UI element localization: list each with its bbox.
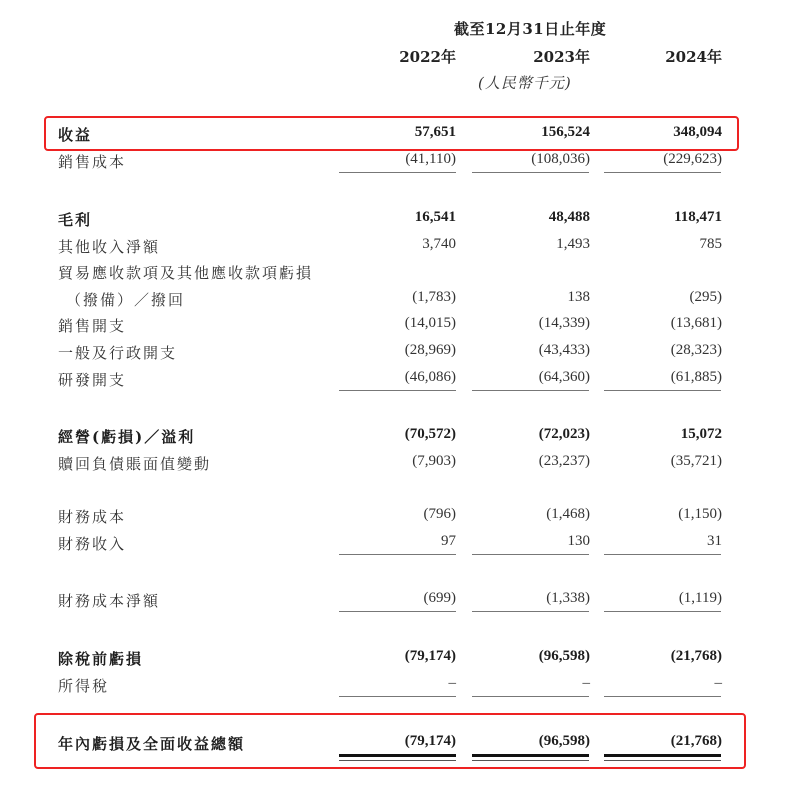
value-2024: (21,768): [670, 648, 722, 664]
row-gross-profit: [0, 209, 786, 233]
value-2022: (70,572): [404, 426, 456, 442]
total-double-rule: [472, 760, 589, 761]
value-2023: (72,023): [538, 426, 590, 442]
value-2022: (79,174): [404, 648, 456, 664]
value-2022: 16,541: [414, 209, 456, 225]
value-2024: 118,471: [674, 209, 722, 225]
row-label: 銷售開支: [58, 317, 127, 335]
value-2024: –: [714, 675, 722, 691]
row-label: 研發開支: [58, 371, 127, 389]
value-2022: 3,740: [422, 236, 456, 252]
row-operating-result: [0, 426, 786, 450]
period-header: 截至12月31日止年度: [454, 20, 607, 38]
value-2023: (43,433): [538, 342, 590, 358]
value-2024: (35,721): [670, 453, 722, 469]
row-label: 一般及行政開支: [58, 344, 178, 362]
value-2023: 130: [567, 533, 590, 549]
subtotal-rule: [339, 554, 456, 555]
row-impairment-label: [0, 262, 786, 286]
row-label: 財務成本: [58, 508, 127, 526]
subtotal-rule: [604, 696, 721, 697]
value-2022: 97: [441, 533, 456, 549]
subtotal-rule: [339, 172, 456, 173]
value-2023: 48,488: [548, 209, 590, 225]
subtotal-rule: [472, 611, 589, 612]
value-2023: (1,468): [546, 506, 590, 522]
value-2024: 348,094: [673, 124, 722, 140]
row-label: 年內虧損及全面收益總額: [58, 735, 246, 753]
year-header-2024: 2024年: [665, 48, 722, 66]
row-label: 其他收入淨額: [58, 238, 161, 256]
subtotal-rule: [339, 611, 456, 612]
value-2024: (21,768): [670, 733, 722, 749]
row-selling-expenses: [0, 315, 786, 339]
value-2023: (14,339): [538, 315, 590, 331]
value-2024: (1,150): [678, 506, 722, 522]
value-2024: (13,681): [670, 315, 722, 331]
row-admin-expenses: [0, 342, 786, 366]
value-2023: 1,493: [556, 236, 590, 252]
value-2023: 138: [567, 289, 590, 305]
subtotal-rule: [472, 172, 589, 173]
row-label: 銷售成本: [58, 153, 127, 171]
value-2023: (108,036): [531, 151, 590, 167]
value-2023: (96,598): [538, 648, 590, 664]
row-finance-costs: [0, 506, 786, 530]
year-header-2023: 2023年: [533, 48, 590, 66]
row-redemption-liability-change: [0, 453, 786, 477]
total-double-rule: [472, 754, 589, 757]
value-2024: (295): [689, 289, 722, 305]
row-label: （撥備）／撥回: [66, 291, 186, 309]
value-2022: (28,969): [404, 342, 456, 358]
row-other-income-net: [0, 236, 786, 260]
value-2024: (1,119): [678, 590, 722, 606]
subtotal-rule: [604, 611, 721, 612]
subtotal-rule: [472, 696, 589, 697]
value-2023: (23,237): [538, 453, 590, 469]
subtotal-rule: [472, 390, 589, 391]
value-2024: (28,323): [670, 342, 722, 358]
value-2022: (796): [423, 506, 456, 522]
row-label: 收益: [58, 126, 93, 144]
value-2024: (61,885): [670, 369, 722, 385]
row-label: 財務成本淨額: [58, 592, 161, 610]
value-2023: 156,524: [541, 124, 590, 140]
value-2022: (41,110): [405, 151, 456, 167]
subtotal-rule: [604, 554, 721, 555]
row-label: 貿易應收款項及其他應收款項虧損: [58, 264, 314, 282]
subtotal-rule: [472, 554, 589, 555]
value-2024: (229,623): [663, 151, 722, 167]
value-2022: (699): [423, 590, 456, 606]
total-double-rule: [339, 754, 456, 757]
total-double-rule: [339, 760, 456, 761]
subtotal-rule: [604, 390, 721, 391]
subtotal-rule: [339, 390, 456, 391]
row-label: 除稅前虧損: [58, 650, 144, 668]
value-2022: (7,903): [412, 453, 456, 469]
row-label: 財務收入: [58, 535, 127, 553]
year-header-2022: 2022年: [399, 48, 456, 66]
row-label: 贖回負債賬面值變動: [58, 455, 212, 473]
value-2022: (1,783): [412, 289, 456, 305]
value-2023: (96,598): [538, 733, 590, 749]
row-revenue: [0, 124, 786, 148]
value-2024: 785: [699, 236, 722, 252]
value-2023: –: [582, 675, 590, 691]
value-2022: (79,174): [404, 733, 456, 749]
value-2022: (46,086): [404, 369, 456, 385]
currency-unit: (人民幣千元): [478, 74, 572, 92]
value-2023: (1,338): [546, 590, 590, 606]
value-2024: 31: [707, 533, 722, 549]
total-double-rule: [604, 760, 721, 761]
row-loss-before-tax: [0, 648, 786, 672]
value-2023: (64,360): [538, 369, 590, 385]
total-double-rule: [604, 754, 721, 757]
row-label: 經營(虧損)／溢利: [58, 428, 196, 446]
subtotal-rule: [339, 696, 456, 697]
row-label: 毛利: [58, 211, 93, 229]
row-label: 所得稅: [58, 677, 110, 695]
subtotal-rule: [604, 172, 721, 173]
value-2022: –: [448, 675, 456, 691]
value-2024: 15,072: [680, 426, 722, 442]
row-impairment-provision: [0, 289, 786, 313]
value-2022: (14,015): [404, 315, 456, 331]
value-2022: 57,651: [414, 124, 456, 140]
